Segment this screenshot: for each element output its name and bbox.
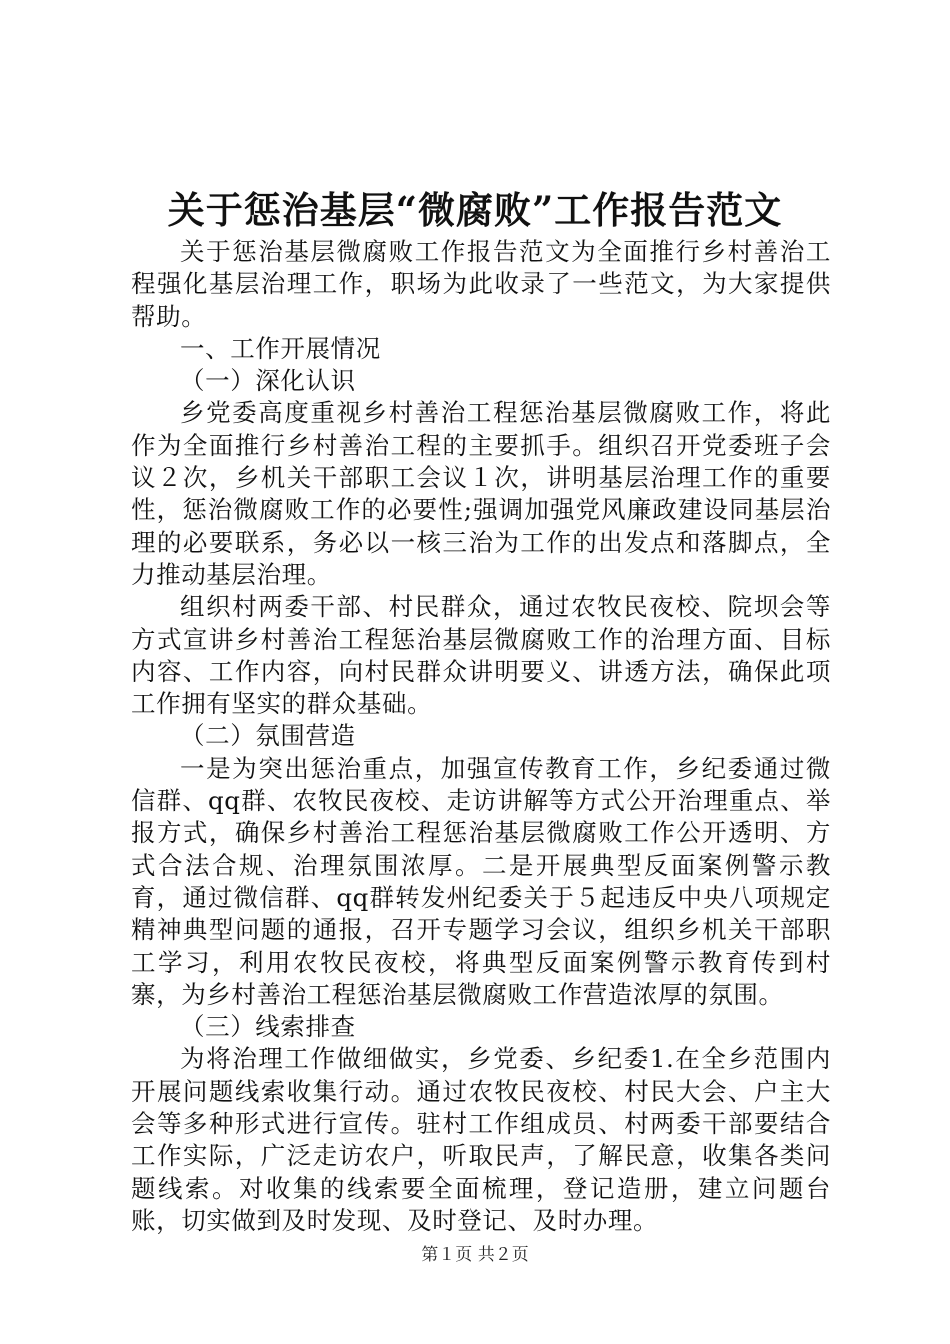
document-title: 关于惩治基层“微腐败”工作报告范文	[167, 188, 783, 232]
page-footer: 第１页 共２页	[421, 1245, 529, 1265]
subsection-heading-3: （三）线索排查	[180, 1012, 356, 1042]
body-paragraph: 组织村两委干部、村民群众，通过农牧民夜校、院坝会等方式宣讲乡村善治工程惩治基层微腐败工作的治理方面、目标内容、工作内容，向村民群众讲明要义、讲透方法，确保此项工作拥有坚实的群众基础。	[131, 592, 831, 719]
subsection-heading-2: （二）氛围营造	[180, 721, 356, 751]
body-paragraph: 一是为突出惩治重点，加强宣传教育工作，乡纪委通过微信群、qq群、农牧民夜校、走访讲解等方式公开治理重点、举报方式，确保乡村善治工程惩治基层微腐败工作公开透明、方式合法合规、治理氛围浓厚。二是开展典型反面案例警示教育，通过微信群、qq群转发州纪委关于５起违反中央八项规定精神典型问题的通报，召开专题学习会议，组织乡机关干部职工学习，利用农牧民夜校，将典型反面案例警示教育传到村寨，为乡村善治工程惩治基层微腐败工作营造浓厚的氛围。	[131, 753, 831, 1009]
intro-paragraph: 关于惩治基层微腐败工作报告范文为全面推行乡村善治工程强化基层治理工作，职场为此收录了一些范文，为大家提供帮助。	[131, 237, 831, 331]
section-heading-1: 一、工作开展情况	[180, 333, 381, 363]
body-paragraph: 乡党委高度重视乡村善治工程惩治基层微腐败工作，将此作为全面推行乡村善治工程的主要抓手。组织召开党委班子会议２次，乡机关干部职工会议１次，讲明基层治理工作的重要性，惩治微腐败工作的必要性;强调加强党风廉政建设同基层治理的必要联系，务必以一核三治为工作的出发点和落脚点，全力推动基层治理。	[131, 398, 831, 589]
subsection-heading-1: （一）深化认识	[180, 366, 356, 396]
body-paragraph: 为将治理工作做细做实，乡党委、乡纪委1.在全乡范围内开展问题线索收集行动。通过农牧民夜校、村民大会、户主大会等多种形式进行宣传。驻村工作组成员、村两委干部要结合工作实际，广泛走访农户，听取民声，了解民意，收集各类问题线索。对收集的线索要全面梳理，登记造册，建立问题台账，切实做到及时发现、及时登记、及时办理。	[131, 1044, 831, 1235]
document-body	[131, 236, 831, 1237]
